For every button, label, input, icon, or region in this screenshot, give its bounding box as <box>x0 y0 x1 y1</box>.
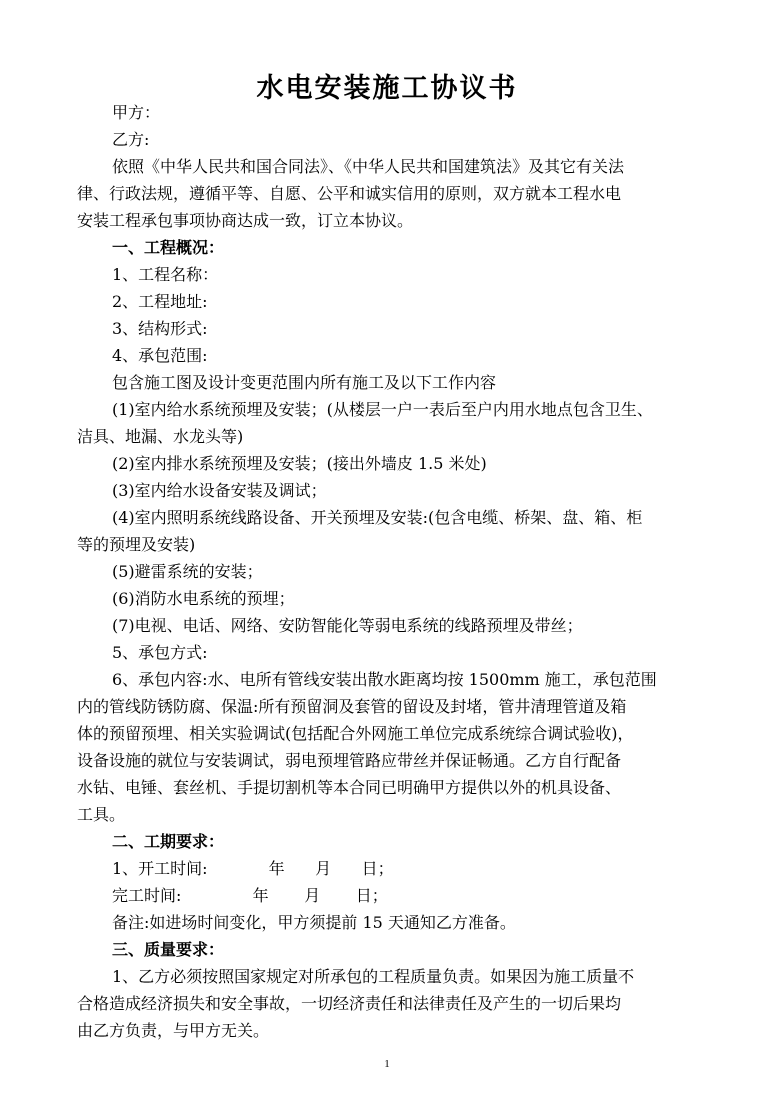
scope-item: (2)室内排水系统预埋及安装；(接出外墙皮 1.5 米处) <box>112 454 487 473</box>
project-address-line: 2、工程地址: <box>112 292 208 311</box>
contract-content-line: 水钻、电锤、套丝机、手提切割机等本合同已明确甲方提供以外的机具设备、 <box>77 778 622 797</box>
end-date-line: 完工时间: 年 月 日； <box>112 886 388 905</box>
preamble-line: 安装工程承包事项协商达成一致，订立本协议。 <box>77 211 414 230</box>
contract-content-line: 设备设施的就位与安装调试，弱电预埋管路应带丝并保证畅通。乙方自行配备 <box>77 751 622 770</box>
page-number: 1 <box>384 1058 390 1070</box>
project-name-line: 1、工程名称： <box>112 265 219 284</box>
scope-item: 洁具、地漏、水龙头等) <box>77 427 244 446</box>
party-b-line: 乙方: <box>112 130 150 149</box>
quality-line: 1、乙方必须按照国家规定对所承包的工程质量负责。如果因为施工质量不 <box>112 967 635 986</box>
quality-line: 合格造成经济损失和安全事故，一切经济责任和法律责任及产生的一切后果均 <box>77 994 622 1013</box>
preamble-line: 律、行政法规，遵循平等、自愿、公平和诚实信用的原则，双方就本工程水电 <box>77 184 622 203</box>
contract-content-line: 内的管线防锈防腐、保温:所有预留洞及套管的留设及封堵，管井清理管道及箱 <box>77 697 627 716</box>
scope-item: (1)室内给水系统预埋及安装；(从楼层一户一表后至户内用水地点包含卫生、 <box>112 400 653 419</box>
section-heading-schedule: 二、工期要求： <box>112 832 225 851</box>
scope-intro-line: 包含施工图及设计变更范围内所有施工及以下工作内容 <box>112 373 497 392</box>
scope-item: (6)消防水电系统的预埋； <box>112 589 295 608</box>
contract-content-line: 体的预留预埋、相关实验调试(包括配合外网施工单位完成系统综合调试验收)， <box>77 724 634 743</box>
scope-item: (4)室内照明系统线路设备、开关预埋及安装:(包含电缆、桥架、盘、箱、柜 <box>112 508 643 527</box>
document-title: 水电安装施工协议书 <box>256 73 518 104</box>
section-heading-overview: 一、工程概况： <box>112 238 225 257</box>
scope-item: (5)避雷系统的安装； <box>112 562 263 581</box>
scope-line: 4、承包范围: <box>112 346 208 365</box>
contract-method-line: 5、承包方式: <box>112 643 208 662</box>
section-heading-quality: 三、质量要求： <box>112 940 225 959</box>
schedule-note-line: 备注:如进场时间变化，甲方须提前 15 天通知乙方准备。 <box>112 913 516 932</box>
start-date-line: 1、开工时间: 年 月 日； <box>112 859 394 878</box>
quality-line: 由乙方负责，与甲方无关。 <box>77 1021 270 1040</box>
party-a-line: 甲方： <box>112 103 161 122</box>
scope-item: (7)电视、电话、网络、安防智能化等弱电系统的线路预埋及带丝； <box>112 616 583 635</box>
contract-content-line: 工具。 <box>77 805 126 824</box>
structure-type-line: 3、结构形式: <box>112 319 208 338</box>
contract-content-line: 6、承包内容:水、电所有管线安装出散水距离均按 1500mm 施工，承包范围 <box>112 670 657 689</box>
scope-item: 等的预埋及安装) <box>77 535 196 554</box>
scope-item: (3)室内给水设备安装及调试； <box>112 481 327 500</box>
preamble-line: 依照《中华人民共和国合同法》、《中华人民共和国建筑法》及其它有关法 <box>112 157 625 176</box>
